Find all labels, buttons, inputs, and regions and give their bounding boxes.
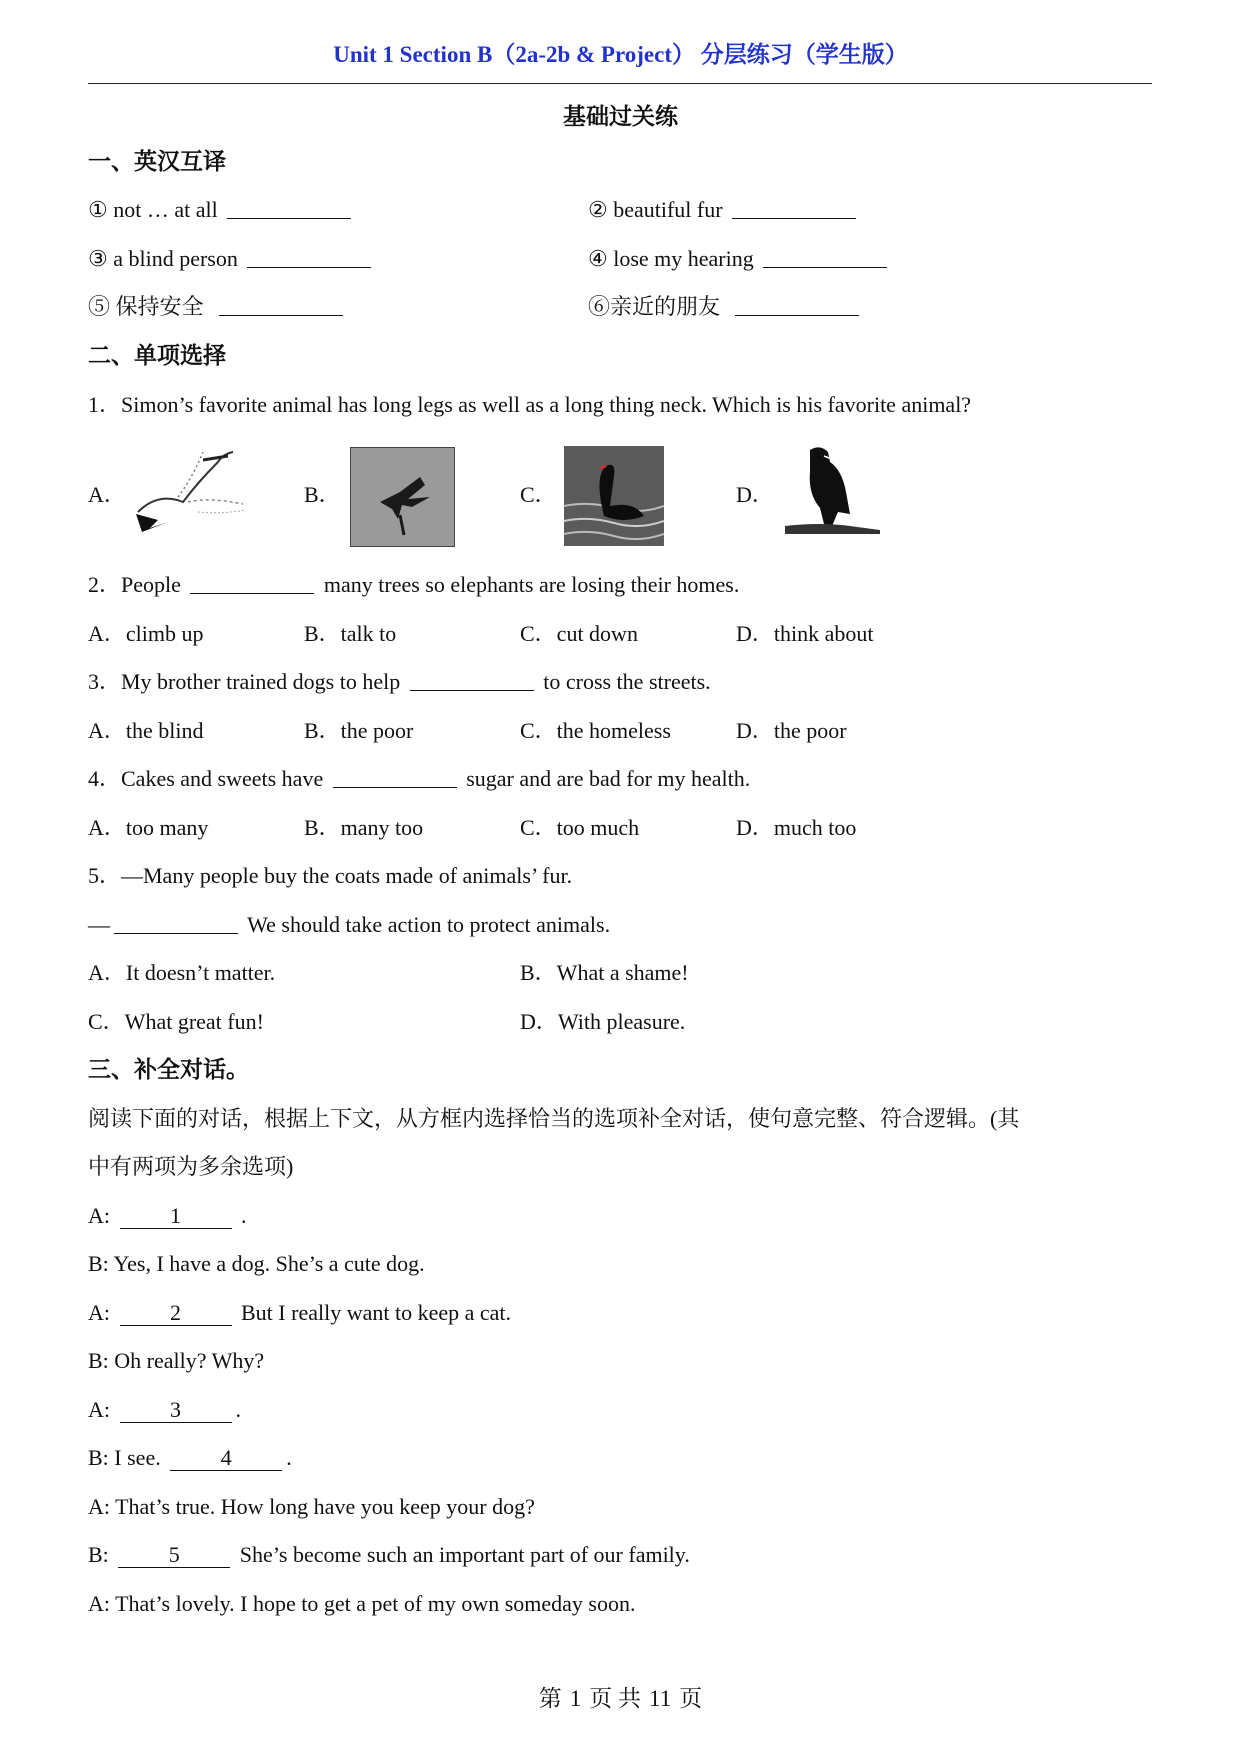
translate-item-6: ⑥亲近的朋友 [588, 292, 863, 322]
q3-option-c[interactable]: C．the homeless [520, 718, 671, 743]
answer-blank[interactable] [732, 196, 856, 219]
page-header-title: Unit 1 Section B（2a-2b & Project） 分层练习（学生版） [333, 42, 908, 67]
q4-option-a[interactable]: A．too many [88, 815, 209, 840]
translate-item-2: ② beautiful fur [588, 195, 860, 225]
q2-option-c[interactable]: C．cut down [520, 621, 638, 646]
answer-blank[interactable] [410, 668, 534, 691]
question-1-stem: 1．Simon’s favorite animal has long legs as well as a long thing neck. Which is his favorite animal? [88, 392, 972, 417]
dialog-line-8: B: 5 She’s become such an important part of our family. [88, 1542, 690, 1567]
answer-blank[interactable] [190, 571, 314, 594]
dialog-blank-4[interactable]: 4 [170, 1446, 282, 1471]
answer-blank[interactable] [333, 765, 457, 788]
answer-blank[interactable] [227, 196, 351, 219]
dialog-blank-2[interactable]: 2 [120, 1301, 232, 1326]
answer-blank[interactable] [114, 911, 238, 934]
answer-blank[interactable] [735, 293, 859, 316]
dialog-blank-5[interactable]: 5 [118, 1543, 230, 1568]
dialog-line-4: B: Oh really? Why? [88, 1348, 265, 1373]
part3-instruction-line2: 中有两项为多余选项) [88, 1154, 294, 1179]
q1-option-c-letter[interactable]: C． [520, 482, 557, 507]
q3-option-d[interactable]: D．the poor [736, 718, 847, 743]
q5-option-a[interactable]: A．It doesn’t matter. [88, 960, 276, 985]
dialog-line-2: B: Yes, I have a dog. She’s a cute dog. [88, 1251, 425, 1276]
flying-bird-image[interactable] [350, 447, 455, 547]
dialog-line-1: A: 1 . [88, 1203, 247, 1228]
answer-blank[interactable] [763, 245, 887, 268]
q5-option-b[interactable]: B．What a shame! [520, 960, 689, 985]
q1-option-d-letter[interactable]: D． [736, 482, 774, 507]
q4-option-c[interactable]: C．too much [520, 815, 640, 840]
section-title: 基础过关练 [563, 104, 678, 129]
part3-heading: 三、补全对话。 [88, 1057, 249, 1082]
q4-option-d[interactable]: D．much too [736, 815, 857, 840]
question-3: 3．My brother trained dogs to help to cross the streets. [88, 669, 711, 694]
part2-heading: 二、单项选择 [88, 343, 226, 368]
q2-option-b[interactable]: B．talk to [304, 621, 397, 646]
q3-option-b[interactable]: B．the poor [304, 718, 414, 743]
answer-blank[interactable] [247, 245, 371, 268]
q3-option-a[interactable]: A．the blind [88, 718, 204, 743]
translate-item-3: ③ a blind person [88, 244, 375, 274]
q4-option-b[interactable]: B．many too [304, 815, 424, 840]
swan-image[interactable] [564, 446, 664, 546]
question-4: 4．Cakes and sweets have sugar and are bad for my health. [88, 766, 751, 791]
part3-instruction-line1: 阅读下面的对话，根据上下文，从方框内选择恰当的选项补全对话，使句意完整、符合逻辑。(其 [88, 1106, 1020, 1131]
translate-item-1: ① not … at all [88, 195, 355, 225]
dialog-line-5: A: 3 . [88, 1397, 241, 1422]
total-page-count: 11 [649, 1686, 672, 1711]
question-2: 2．People many trees so elephants are losing their homes. [88, 572, 740, 597]
dialog-blank-3[interactable]: 3 [120, 1398, 232, 1423]
part1-heading: 一、英汉互译 [88, 149, 226, 174]
current-page-number: 1 [569, 1686, 582, 1711]
question-5-line1: 5．—Many people buy the coats made of animals’ fur. [88, 863, 573, 888]
translate-item-4: ④ lose my hearing [588, 244, 891, 274]
answer-blank[interactable] [219, 293, 343, 316]
q1-option-b-letter[interactable]: B． [304, 482, 341, 507]
q5-option-c[interactable]: C．What great fun! [88, 1009, 264, 1034]
dialog-line-3: A: 2 But I really want to keep a cat. [88, 1300, 512, 1325]
eagle-image[interactable] [780, 442, 885, 542]
crane-image[interactable] [128, 442, 253, 542]
header-rule [88, 83, 1152, 84]
translate-item-5: ⑤ 保持安全 [88, 292, 347, 322]
question-5-line2: — We should take action to protect animals. [88, 912, 611, 937]
dialog-line-6: B: I see. 4 . [88, 1445, 292, 1470]
dialog-blank-1[interactable]: 1 [120, 1204, 232, 1229]
q2-option-a[interactable]: A．climb up [88, 621, 204, 646]
dialog-line-7: A: That’s true. How long have you keep your dog? [88, 1494, 535, 1519]
q1-option-a-letter[interactable]: A． [88, 482, 126, 507]
page-footer: 第 1 页 共 11 页 [538, 1686, 703, 1711]
q5-option-d[interactable]: D．With pleasure. [520, 1009, 686, 1034]
dialog-line-9: A: That’s lovely. I hope to get a pet of my own someday soon. [88, 1591, 636, 1616]
q2-option-d[interactable]: D．think about [736, 621, 874, 646]
